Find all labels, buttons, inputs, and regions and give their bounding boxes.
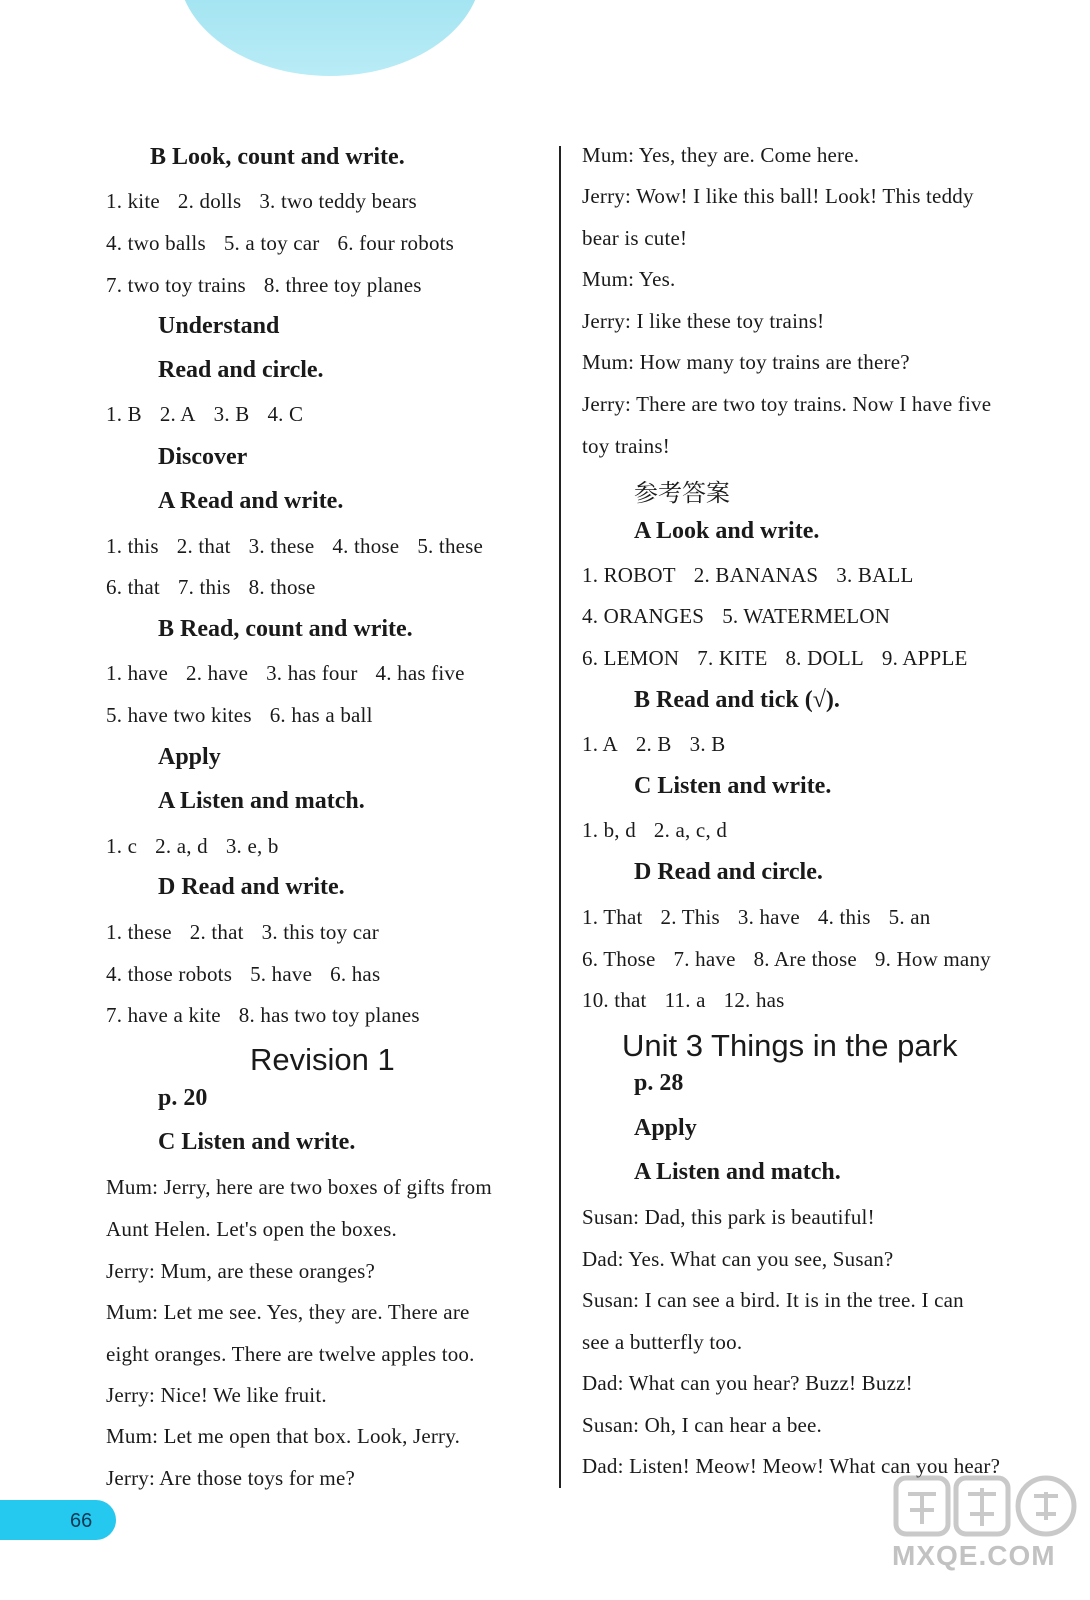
answer-item: 1. these (106, 920, 172, 944)
answer-item: 7. two toy trains (106, 273, 246, 297)
answer-item: 1. A (582, 732, 618, 756)
answer-line (106, 575, 316, 600)
answer-line (106, 1003, 420, 1028)
reference-answers-title: 参考答案 (634, 479, 730, 507)
answer-item: 3. B (213, 402, 250, 426)
transcript-line: eight oranges. There are twelve apples too. (106, 1342, 475, 1366)
transcript-line: Susan: Oh, I can hear a bee. (582, 1413, 823, 1437)
answer-item: 6. Those (582, 947, 656, 971)
answer-item: 5. these (417, 534, 484, 558)
transcript-line: Mum: Yes. (582, 267, 676, 291)
transcript-line: Jerry: I like these toy trains! (582, 309, 825, 333)
revision-title: Revision 1 (250, 1042, 395, 1077)
answer-item: 8. Are those (753, 947, 857, 971)
answer-item: 2. BANANAS (693, 563, 819, 587)
transcript-line: Mum: Jerry, here are two boxes of gifts from (106, 1175, 492, 1199)
answer-line (106, 402, 303, 427)
answer-item: 4. those robots (106, 962, 233, 986)
watermark-text: MXQE.COM (892, 1540, 1056, 1571)
section-discover: Discover (158, 444, 248, 470)
answer-item: 2. A (159, 402, 196, 426)
answer-line (106, 534, 483, 559)
transcript-line: Jerry: Are those toys for me? (106, 1466, 355, 1490)
answer-item: 9. APPLE (881, 646, 968, 670)
answer-line (582, 646, 968, 671)
answer-line (106, 920, 379, 945)
transcript-line: Mum: Yes, they are. Come here. (582, 143, 860, 167)
transcript-line: Jerry: Nice! We like fruit. (106, 1383, 327, 1407)
answer-item: 6. has (330, 962, 381, 986)
answer-line (106, 661, 465, 686)
answer-item: 2. dolls (177, 189, 242, 213)
answer-item: 6. has a ball (269, 703, 373, 727)
answer-item: 11. a (664, 988, 706, 1012)
transcript-line: Dad: What can you hear? Buzz! Buzz! (582, 1371, 913, 1395)
answer-item: 1. c (106, 834, 138, 858)
answer-item: 3. have (737, 905, 800, 929)
section-understand: Understand (158, 313, 280, 339)
transcript-line: Jerry: Wow! I like this ball! Look! This teddy (582, 184, 974, 208)
answer-line (582, 905, 931, 930)
section-apply: Apply (158, 744, 221, 770)
heading-c-listen-write: C Listen and write. (634, 773, 832, 799)
answer-item: 3. e, b (225, 834, 279, 858)
column-divider (559, 146, 561, 1488)
answer-item: 2. have (186, 661, 249, 685)
answer-item: 5. a toy car (223, 231, 320, 255)
heading-a-listen-match: A Listen and match. (158, 788, 365, 814)
answer-item: 3. B (689, 732, 726, 756)
heading-a-look-write: A Look and write. (634, 518, 820, 544)
answer-line (582, 988, 785, 1013)
answer-line (106, 189, 417, 214)
answer-line (106, 231, 454, 256)
answer-item: 1. kite (106, 189, 160, 213)
transcript-line: Mum: How many toy trains are there? (582, 350, 910, 374)
transcript-line: Dad: Listen! Meow! Meow! What can you hear? (582, 1454, 1001, 1478)
answer-item: 8. has two toy planes (238, 1003, 420, 1027)
transcript-line: Susan: Dad, this park is beautiful! (582, 1205, 875, 1229)
heading-a-read-write: A Read and write. (158, 488, 344, 514)
answer-item: 4. this (817, 905, 871, 929)
transcript-line: Mum: Let me see. Yes, they are. There are (106, 1300, 470, 1324)
answer-item: 7. have a kite (106, 1003, 221, 1027)
transcript-line: Mum: Let me open that box. Look, Jerry. (106, 1424, 461, 1448)
answer-line (582, 732, 725, 757)
answer-item: 2. a, d (155, 834, 208, 858)
heading-d-read-write: D Read and write. (158, 874, 345, 900)
unit-title: Unit 3 Things in the park (622, 1028, 958, 1063)
answer-item: 3. has four (266, 661, 358, 685)
heading-b-read-tick: B Read and tick (√). (634, 687, 840, 713)
transcript-line: Jerry: There are two toy trains. Now I have five (582, 392, 992, 416)
heading-b-look-count-write: B Look, count and write. (150, 144, 405, 170)
answer-line (106, 703, 373, 728)
answer-item: 7. KITE (697, 646, 768, 670)
answer-item: 2. B (635, 732, 672, 756)
answer-item: 4. C (267, 402, 304, 426)
answer-line (582, 604, 890, 629)
answer-item: 7. have (673, 947, 736, 971)
transcript-line: Jerry: Mum, are these oranges? (106, 1259, 375, 1283)
answer-item: 8. DOLL (785, 646, 864, 670)
transcript-line: bear is cute! (582, 226, 688, 250)
answer-item: 3. these (248, 534, 315, 558)
page-number-badge (0, 1500, 116, 1540)
heading-c-listen-write: C Listen and write. (158, 1129, 356, 1155)
answer-line (106, 273, 422, 298)
watermark-logo-icon (890, 1470, 1080, 1590)
page-reference: p. 20 (158, 1085, 208, 1111)
answer-line (582, 818, 727, 843)
answer-item: 1. b, d (582, 818, 636, 842)
answer-item: 9. How many (874, 947, 991, 971)
transcript-line: see a butterfly too. (582, 1330, 743, 1354)
answer-item: 10. that (582, 988, 647, 1012)
answer-item: 8. three toy planes (263, 273, 422, 297)
heading-b-read-count: B Read, count and write. (158, 616, 413, 642)
answer-item: 3. BALL (836, 563, 914, 587)
answer-item: 5. have two kites (106, 703, 252, 727)
answer-item: 5. an (888, 905, 931, 929)
answer-item: 4. two balls (106, 231, 206, 255)
transcript-line: Dad: Yes. What can you see, Susan? (582, 1247, 894, 1271)
section-apply: Apply (634, 1115, 697, 1141)
transcript-line: Susan: I can see a bird. It is in the tree. I can (582, 1288, 964, 1312)
answer-line (106, 834, 279, 859)
answer-line (106, 962, 380, 987)
answer-item: 1. have (106, 661, 169, 685)
answer-item: 4. those (332, 534, 400, 558)
answer-item: 4. ORANGES (582, 604, 705, 628)
answer-item: 1. ROBOT (582, 563, 676, 587)
page-number: 66 (70, 1510, 93, 1532)
answer-line (582, 563, 914, 588)
answer-item: 4. has five (375, 661, 465, 685)
answer-item: 5. have (250, 962, 313, 986)
heading-a-listen-match: A Listen and match. (634, 1159, 841, 1185)
decorative-header-shape (178, 0, 482, 76)
answer-item: 2. that (189, 920, 244, 944)
transcript-line: Aunt Helen. Let's open the boxes. (106, 1217, 397, 1241)
answer-item: 6. that (106, 575, 160, 599)
answer-item: 5. WATERMELON (722, 604, 891, 628)
answer-item: 2. This (660, 905, 720, 929)
transcript-line: toy trains! (582, 434, 670, 458)
heading-read-circle: Read and circle. (158, 357, 324, 383)
answer-item: 7. this (177, 575, 231, 599)
answer-item: 6. four robots (337, 231, 455, 255)
answer-line (582, 947, 991, 972)
heading-d-read-circle: D Read and circle. (634, 859, 823, 885)
answer-item: 2. that (176, 534, 231, 558)
page-reference: p. 28 (634, 1070, 684, 1096)
answer-item: 2. a, c, d (653, 818, 728, 842)
answer-item: 6. LEMON (582, 646, 680, 670)
answer-item: 1. this (106, 534, 159, 558)
answer-item: 1. That (582, 905, 643, 929)
answer-item: 3. this toy car (261, 920, 379, 944)
answer-item: 12. has (723, 988, 785, 1012)
answer-item: 8. those (248, 575, 316, 599)
answer-item: 1. B (106, 402, 142, 426)
answer-item: 3. two teddy bears (259, 189, 417, 213)
